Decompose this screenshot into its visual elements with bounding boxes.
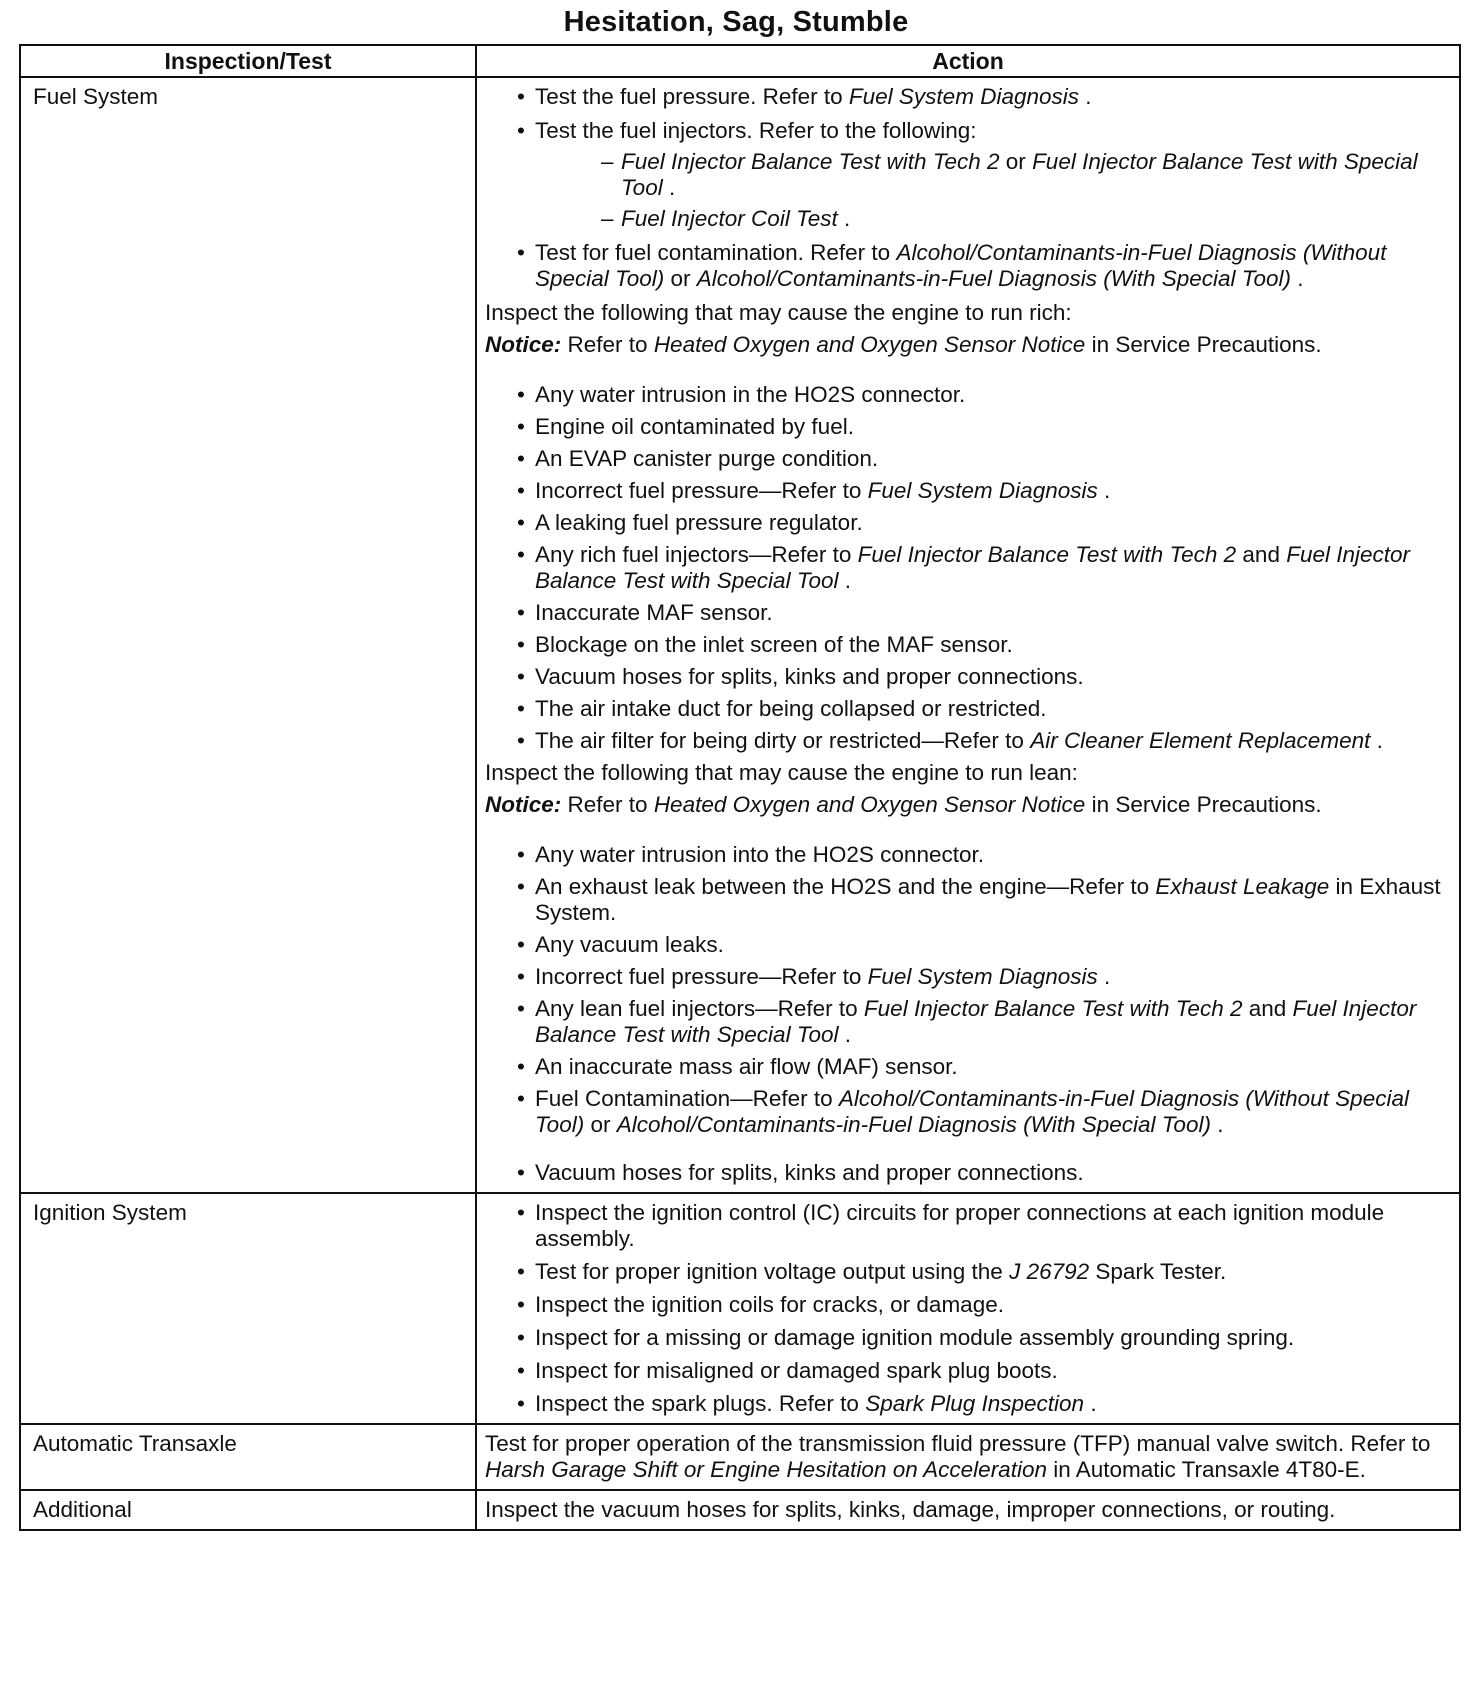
reference-link[interactable]: Fuel Injector Balance Test with Special Tool (535, 996, 1417, 1047)
tool-reference[interactable]: J 26792 (1009, 1259, 1090, 1284)
list-item: • Vacuum hoses for splits, kinks and proper connections. (485, 1160, 1451, 1186)
list-item: • The air filter for being dirty or restricted—Refer to Air Cleaner Element Replacement . (485, 728, 1451, 754)
row-action-fuel-system (476, 77, 1460, 1193)
reference-link[interactable]: Fuel System Diagnosis (867, 964, 1098, 989)
sub-list-item: – Fuel Injector Balance Test with Tech 2 or Fuel Injector Balance Test with Special Tool . (535, 149, 1451, 201)
notice-lean: Notice: Refer to Heated Oxygen and Oxygen Sensor Notice in Service Precautions. (485, 792, 1322, 817)
reference-link[interactable]: Fuel Injector Balance Test with Tech 2 (621, 149, 1000, 174)
notice-rich: Notice: Refer to Heated Oxygen and Oxygen Sensor Notice in Service Precautions. (485, 332, 1322, 357)
reference-link[interactable]: Fuel Injector Coil Test (621, 206, 838, 231)
reference-link[interactable]: Alcohol/Contaminants-in-Fuel Diagnosis (Without Special Tool) (535, 1086, 1409, 1137)
list-item: • The air intake duct for being collapsed or restricted. (485, 696, 1451, 722)
reference-link[interactable]: Air Cleaner Element Replacement (1030, 728, 1371, 753)
sub-list-item: – Fuel Injector Coil Test . (535, 206, 1451, 232)
list-item: • An exhaust leak between the HO2S and the engine—Refer to Exhaust Leakage in Exhaust System. (485, 874, 1451, 926)
list-item: • An EVAP canister purge condition. (485, 446, 1451, 472)
list-item: • Inspect for misaligned or damaged spark plug boots. (485, 1358, 1451, 1384)
lean-intro: Inspect the following that may cause the engine to run lean: (485, 760, 1078, 785)
list-item: • An inaccurate mass air flow (MAF) sensor. (485, 1054, 1451, 1080)
header-action: Action (476, 45, 1460, 77)
list-item: • Any water intrusion into the HO2S connector. (485, 842, 1451, 868)
row-label-fuel-system: Fuel System (20, 77, 476, 1193)
reference-link[interactable]: Fuel System Diagnosis (867, 478, 1098, 503)
list-item: • Engine oil contaminated by fuel. (485, 414, 1451, 440)
reference-link[interactable]: Heated Oxygen and Oxygen Sensor Notice (653, 792, 1086, 817)
diagnostic-table (19, 44, 1461, 1531)
notice-label: Notice: (485, 332, 562, 357)
list-item: • Test for proper ignition voltage output using the J 26792 Spark Tester. (485, 1259, 1451, 1285)
row-label-automatic-transaxle: Automatic Transaxle (20, 1424, 476, 1490)
table-row-fuel-system (20, 77, 1460, 1193)
list-item: • Inspect for a missing or damage ignition module assembly grounding spring. (485, 1325, 1451, 1351)
list-item: • Test for fuel contamination. Refer to Alcohol/Contaminants-in-Fuel Diagnosis (Without Special Tool) or Alcohol/Contaminants-in-Fuel Diagnosis (With Special Tool) . (485, 240, 1451, 292)
reference-link[interactable]: Heated Oxygen and Oxygen Sensor Notice (653, 332, 1086, 357)
row-action-additional: Inspect the vacuum hoses for splits, kinks, damage, improper connections, or routing. (476, 1490, 1460, 1530)
notice-label: Notice: (485, 792, 562, 817)
row-label-additional: Additional (20, 1490, 476, 1530)
list-item: • Test the fuel pressure. Refer to Fuel System Diagnosis . (485, 84, 1451, 110)
list-item: • Incorrect fuel pressure—Refer to Fuel System Diagnosis . (485, 478, 1451, 504)
list-item: • Incorrect fuel pressure—Refer to Fuel System Diagnosis . (485, 964, 1451, 990)
list-item: • Any rich fuel injectors—Refer to Fuel Injector Balance Test with Tech 2 and Fuel Injector Balance Test with Special Tool . (485, 542, 1451, 594)
list-item: • Fuel Contamination—Refer to Alcohol/Contaminants-in-Fuel Diagnosis (Without Special Tool) or Alcohol/Contaminants-in-Fuel Diagnosis (With Special Tool) . (485, 1086, 1451, 1138)
list-item: • A leaking fuel pressure regulator. (485, 510, 1451, 536)
table-row-automatic-transaxle (20, 1424, 1460, 1490)
reference-link[interactable]: Fuel Injector Balance Test with Special Tool (535, 542, 1411, 593)
reference-link[interactable]: Alcohol/Contaminants-in-Fuel Diagnosis (Without Special Tool) (535, 240, 1387, 291)
list-item: • Vacuum hoses for splits, kinks and proper connections. (485, 664, 1451, 690)
reference-link[interactable]: Spark Plug Inspection (865, 1391, 1085, 1416)
reference-link[interactable]: Alcohol/Contaminants-in-Fuel Diagnosis (With Special Tool) (696, 266, 1291, 291)
list-item: • Any vacuum leaks. (485, 932, 1451, 958)
page-title: Hesitation, Sag, Stumble (563, 6, 909, 38)
reference-link[interactable]: Fuel System Diagnosis (848, 84, 1079, 109)
list-item: • Any water intrusion in the HO2S connector. (485, 382, 1451, 408)
row-action-ignition-system (476, 1193, 1460, 1424)
list-item: • Blockage on the inlet screen of the MAF sensor. (485, 632, 1451, 658)
header-row (20, 45, 1460, 77)
reference-link[interactable]: Harsh Garage Shift or Engine Hesitation on Acceleration (485, 1457, 1047, 1482)
header-inspection-test: Inspection/Test (20, 45, 476, 77)
reference-link[interactable]: Exhaust Leakage (1155, 874, 1330, 899)
list-item: • Any lean fuel injectors—Refer to Fuel Injector Balance Test with Tech 2 and Fuel Injector Balance Test with Special Tool . (485, 996, 1451, 1048)
row-action-automatic-transaxle: Test for proper operation of the transmission fluid pressure (TFP) manual valve switch. Refer to Harsh Garage Shift or Engine Hesitation on Acceleration in Automatic Transaxle 4T80-E. (476, 1424, 1460, 1490)
reference-link[interactable]: Fuel Injector Balance Test with Tech 2 (857, 542, 1237, 567)
reference-link[interactable]: Fuel Injector Balance Test with Special Tool (621, 149, 1418, 200)
table-row-ignition-system (20, 1193, 1460, 1424)
reference-link[interactable]: Alcohol/Contaminants-in-Fuel Diagnosis (With Special Tool) (616, 1112, 1211, 1137)
list-item: • Test the fuel injectors. Refer to the following: – Fuel Injector Balance Test with Tech 2 or Fuel Injector Balance Test with Special Tool . – Fuel Injector Coil Test . (485, 118, 1451, 232)
reference-link[interactable]: Fuel Injector Balance Test with Tech 2 (863, 996, 1243, 1021)
table-row-additional (20, 1490, 1460, 1530)
list-item: • Inaccurate MAF sensor. (485, 600, 1451, 626)
rich-intro: Inspect the following that may cause the engine to run rich: (485, 300, 1072, 325)
list-item: • Inspect the ignition control (IC) circuits for proper connections at each ignition module assembly. (485, 1200, 1451, 1252)
list-item: • Inspect the spark plugs. Refer to Spark Plug Inspection . (485, 1391, 1451, 1417)
list-item: • Inspect the ignition coils for cracks, or damage. (485, 1292, 1451, 1318)
row-label-ignition-system: Ignition System (20, 1193, 476, 1424)
